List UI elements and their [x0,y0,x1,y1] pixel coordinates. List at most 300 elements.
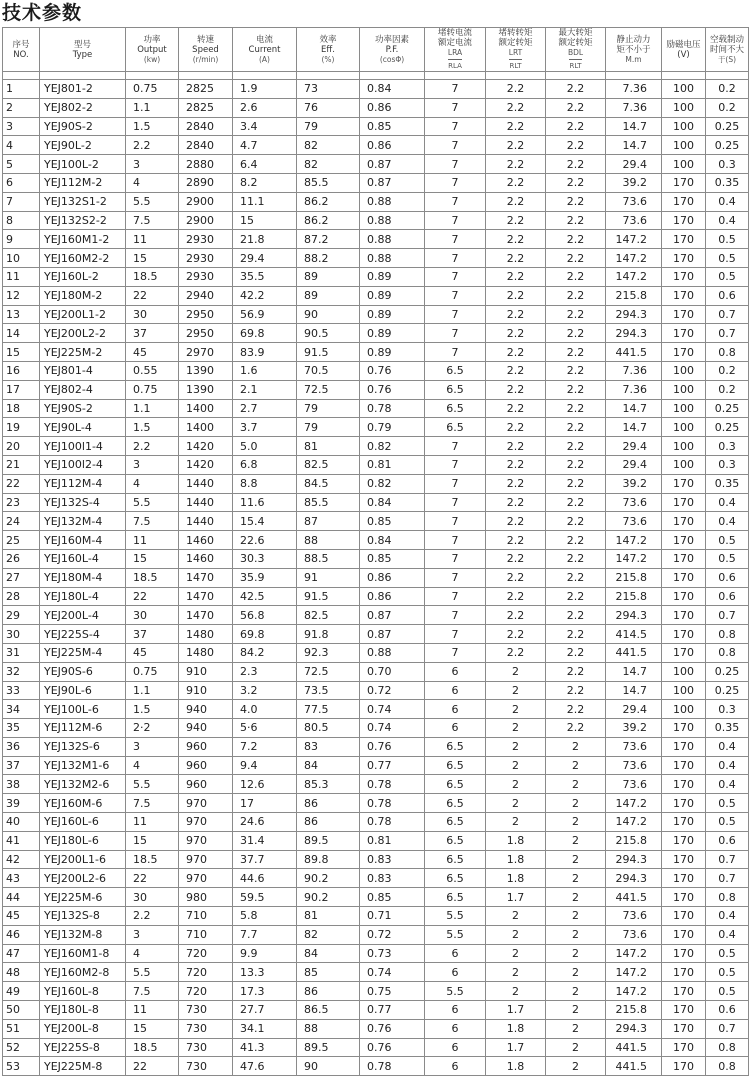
table-cell: 170 [662,493,706,512]
table-cell: 2.2 [546,324,606,343]
table-cell: 4.0 [233,700,297,719]
table-cell: 2.2 [486,361,546,380]
table-cell: 0.86 [360,568,425,587]
table-cell: 52 [3,1038,40,1057]
table-cell: 12 [3,286,40,305]
table-cell: 170 [662,643,706,662]
table-cell: 91.5 [297,587,360,606]
table-cell: 86 [297,982,360,1001]
table-cell: 970 [179,794,233,813]
column-header [662,28,706,72]
table-cell: 4.7 [233,136,297,155]
table-cell: 441.5 [606,1038,662,1057]
table-cell: 0.5 [706,230,749,249]
table-cell: 2.2 [546,625,606,644]
table-cell: 6.5 [425,831,486,850]
table-cell: 0.8 [706,343,749,362]
table-cell: 2 [546,737,606,756]
table-cell: 5.8 [233,907,297,926]
table-cell: 2 [3,98,40,117]
table-cell: 1480 [179,625,233,644]
table-cell: YEJ132S-6 [40,737,126,756]
table-cell: 33 [3,681,40,700]
table-cell: 35.5 [233,267,297,286]
table-cell: 29.4 [606,700,662,719]
table-cell: 41.3 [233,1038,297,1057]
table-cell: 42.2 [233,286,297,305]
table-cell: 215.8 [606,1001,662,1020]
table-row [3,681,749,700]
table-cell: 88 [297,531,360,550]
table-cell: 2.2 [486,192,546,211]
table-cell: 147.2 [606,531,662,550]
table-cell: 2 [546,888,606,907]
table-cell: 6 [425,1057,486,1076]
table-cell: 19 [3,418,40,437]
table-cell: 2.2 [546,493,606,512]
table-cell: 14.7 [606,117,662,136]
table-cell: 2 [546,925,606,944]
table-cell: 7 [425,286,486,305]
table-cell: 0.6 [706,568,749,587]
table-cell: 7.5 [126,794,179,813]
header-sublabel: P.F. [385,44,399,55]
table-cell: 89.8 [297,850,360,869]
header-label: 励磁电压 [666,39,701,50]
table-cell: 15 [233,211,297,230]
table-cell: 970 [179,831,233,850]
table-cell: 0.86 [360,98,425,117]
table-cell: 2 [546,1019,606,1038]
table-cell: 0.4 [706,192,749,211]
table-cell: 2.2 [486,267,546,286]
table-cell: 50 [3,1001,40,1020]
table-cell: 2.2 [546,249,606,268]
table-cell: 100 [662,98,706,117]
table-cell: 100 [662,136,706,155]
table-cell: 100 [662,455,706,474]
table-cell: 1420 [179,455,233,474]
table-cell: 0.84 [360,531,425,550]
table-cell: 2.2 [546,192,606,211]
table-cell: 6.5 [425,813,486,832]
table-cell: 17 [3,380,40,399]
header-sublabel: Eff. [321,44,335,55]
table-cell: 0.6 [706,1001,749,1020]
table-cell: 5.5 [425,907,486,926]
table-cell: 29.4 [606,437,662,456]
table-cell: 2.2 [546,700,606,719]
table-cell: 86.2 [297,211,360,230]
table-cell: 7 [425,98,486,117]
table-cell: 81 [297,437,360,456]
table-cell: 7 [425,493,486,512]
table-row [3,1038,749,1057]
table-cell: 2.2 [546,474,606,493]
header-sublabel: (V) [677,49,690,60]
table-cell: 6.4 [233,155,297,174]
table-cell: 0.76 [360,380,425,399]
table-cell: 8.2 [233,173,297,192]
table-cell: 0.81 [360,455,425,474]
table-cell: 0.75 [126,662,179,681]
table-cell: 0.78 [360,813,425,832]
table-cell: 0.3 [706,455,749,474]
table-cell: 2 [546,963,606,982]
table-cell: 170 [662,775,706,794]
table-row [3,944,749,963]
table-cell: 39.2 [606,719,662,738]
table-cell: 5.0 [233,437,297,456]
table-cell: YEJ132M-4 [40,512,126,531]
table-cell: 84 [297,944,360,963]
table-cell: 51 [3,1019,40,1038]
table-cell: 0.5 [706,249,749,268]
table-cell: 1.7 [486,1001,546,1020]
table-cell: 960 [179,737,233,756]
table-cell: 6 [425,662,486,681]
table-cell: YEJ200L2-2 [40,324,126,343]
table-cell: 2 [546,813,606,832]
table-cell: YEJ100L-6 [40,700,126,719]
table-cell: 7 [425,643,486,662]
table-cell: 29.4 [606,155,662,174]
table-cell: 170 [662,587,706,606]
table-cell: 82 [297,925,360,944]
header-sublabel: 矩不小于 [616,44,651,55]
table-header [3,28,749,72]
table-cell: 7 [425,249,486,268]
table-cell: 1400 [179,418,233,437]
table-cell: YEJ100L-2 [40,155,126,174]
table-cell: 11 [3,267,40,286]
table-cell: 0.4 [706,907,749,926]
table-cell: YEJ160L-6 [40,813,126,832]
page-title: 技术参数 [2,2,83,24]
table-cell: 0.82 [360,437,425,456]
table-cell: 1.5 [126,117,179,136]
table-cell: YEJ90L-2 [40,136,126,155]
column-header [425,28,486,72]
table-cell: 147.2 [606,944,662,963]
header-label: 空载制动 [709,34,744,45]
table-cell: 2 [486,794,546,813]
table-cell: 2.2 [546,587,606,606]
table-cell: 1.7 [486,888,546,907]
table-cell: 27.7 [233,1001,297,1020]
table-cell: 6 [425,1019,486,1038]
table-cell: 0.86 [360,136,425,155]
table-cell: 147.2 [606,794,662,813]
table-cell: 2 [546,1038,606,1057]
table-cell: 0.7 [706,305,749,324]
table-cell: 6.5 [425,380,486,399]
table-cell: 1.8 [486,869,546,888]
table-cell: 170 [662,737,706,756]
header-label: 序号 [12,39,30,50]
table-cell: 100 [662,418,706,437]
header-sublabel: Output [137,44,167,55]
table-row [3,474,749,493]
table-cell: 0.35 [706,173,749,192]
table-cell: 0.89 [360,324,425,343]
table-cell: 0.86 [360,587,425,606]
table-cell: 170 [662,606,706,625]
table-cell: 2 [486,925,546,944]
table-cell: 0.84 [360,493,425,512]
table-cell: 32 [3,662,40,681]
table-cell: YEJ132S-4 [40,493,126,512]
table-row [3,173,749,192]
table-cell: 14.7 [606,662,662,681]
table-cell: 2 [546,944,606,963]
table-cell: 37.7 [233,850,297,869]
table-cell: 710 [179,925,233,944]
table-cell: 15 [126,1019,179,1038]
table-cell: 0.5 [706,813,749,832]
table-cell: 2.2 [486,474,546,493]
table-cell: 6.5 [425,361,486,380]
table-cell: YEJ132M1-6 [40,756,126,775]
table-cell: 2.2 [546,343,606,362]
table-row [3,700,749,719]
table-cell: 82.5 [297,606,360,625]
table-cell: 2.2 [486,643,546,662]
table-cell: 100 [662,437,706,456]
table-cell: YEJ801-2 [40,80,126,99]
table-cell: 42.5 [233,587,297,606]
table-cell: 170 [662,869,706,888]
table-row [3,662,749,681]
spacer-row [3,72,749,80]
table-cell: 2.2 [546,512,606,531]
table-cell: 7 [425,437,486,456]
table-cell: 80.5 [297,719,360,738]
table-cell: 17.3 [233,982,297,1001]
table-cell: 294.3 [606,606,662,625]
table-cell: 30 [3,625,40,644]
table-cell: 15.4 [233,512,297,531]
header-sublabel: 时间不大 [709,44,744,55]
table-cell: 2.2 [546,380,606,399]
table-cell: 84 [297,756,360,775]
table-cell: 39.2 [606,173,662,192]
table-cell: YEJ90S-2 [40,117,126,136]
table-row [3,399,749,418]
table-cell: 11.1 [233,192,297,211]
table-cell: 170 [662,305,706,324]
table-cell: 2880 [179,155,233,174]
table-cell: 0.88 [360,192,425,211]
table-cell: 7 [425,305,486,324]
table-cell: 8.8 [233,474,297,493]
table-cell: 22 [126,1057,179,1076]
table-cell: 3.7 [233,418,297,437]
table-cell: 86.2 [297,192,360,211]
table-cell: 86 [297,794,360,813]
table-cell: 0.88 [360,211,425,230]
table-cell: 2 [486,737,546,756]
table-cell: YEJ802-4 [40,380,126,399]
table-row [3,192,749,211]
table-cell: 73 [297,80,360,99]
table-cell: 2.2 [486,437,546,456]
table-row [3,587,749,606]
table-cell: 2.2 [486,343,546,362]
table-cell: YEJ180M-2 [40,286,126,305]
table-cell: 17 [233,794,297,813]
table-cell: 2950 [179,324,233,343]
table-cell: 5.5 [126,192,179,211]
table-cell: 0.7 [706,869,749,888]
table-cell: 100 [662,662,706,681]
table-cell: 6.5 [425,775,486,794]
table-cell: 21 [3,455,40,474]
table-cell: 2.2 [546,173,606,192]
table-cell: 170 [662,324,706,343]
table-cell: 1.7 [486,1038,546,1057]
table-cell: 69.8 [233,324,297,343]
column-header [706,28,749,72]
table-cell: 2.2 [486,568,546,587]
table-cell: 34 [3,700,40,719]
table-cell: 2 [546,1001,606,1020]
table-cell: 0.77 [360,1001,425,1020]
table-cell: 170 [662,1057,706,1076]
header-sublabel: NO. [13,49,29,60]
table-cell: 2.1 [233,380,297,399]
table-cell: 45 [3,907,40,926]
table-cell: 0.35 [706,474,749,493]
table-cell: 2.2 [486,249,546,268]
table-row [3,230,749,249]
table-cell: 7 [425,192,486,211]
table-cell: 18 [3,399,40,418]
table-cell: 18.5 [126,267,179,286]
table-cell: 0.7 [706,1019,749,1038]
table-cell: 2.2 [486,211,546,230]
table-cell: 13 [3,305,40,324]
table-row [3,737,749,756]
table-cell: 170 [662,831,706,850]
table-cell: 0.8 [706,888,749,907]
table-row [3,80,749,99]
table-cell: 6 [425,1038,486,1057]
table-cell: 6 [425,681,486,700]
table-cell: 147.2 [606,982,662,1001]
table-cell: 14.7 [606,136,662,155]
table-cell: 0.83 [360,869,425,888]
table-cell: 441.5 [606,888,662,907]
table-row [3,380,749,399]
table-row [3,531,749,550]
table-cell: 91.8 [297,625,360,644]
table-cell: 47 [3,944,40,963]
table-cell: 2.2 [486,173,546,192]
header-unit: (%) [321,54,335,64]
table-cell: 1.1 [126,399,179,418]
table-cell: 960 [179,775,233,794]
table-cell: 2.2 [486,606,546,625]
table-cell: 16 [3,361,40,380]
table-row [3,606,749,625]
table-cell: 2840 [179,136,233,155]
table-row [3,305,749,324]
table-cell: 22 [126,587,179,606]
header-unit: 于(S) [717,54,737,64]
table-cell: 0.89 [360,267,425,286]
table-cell: 100 [662,380,706,399]
table-cell: 730 [179,1019,233,1038]
table-cell: 0.7 [706,606,749,625]
table-cell: 147.2 [606,813,662,832]
table-cell: 0.89 [360,343,425,362]
table-cell: 170 [662,531,706,550]
header-ratio-denominator: RLT [569,59,581,71]
table-cell: 0.2 [706,80,749,99]
table-cell: 0.85 [360,117,425,136]
table-cell: 3.2 [233,681,297,700]
table-cell: 83.9 [233,343,297,362]
table-cell: 45 [126,343,179,362]
table-cell: 7.36 [606,98,662,117]
table-cell: 294.3 [606,324,662,343]
table-cell: YEJ200L2-6 [40,869,126,888]
table-cell: 6.5 [425,869,486,888]
table-cell: 79 [297,418,360,437]
table-cell: 170 [662,1001,706,1020]
table-cell: 7 [425,136,486,155]
table-cell: 0.85 [360,549,425,568]
table-cell: 5.5 [425,925,486,944]
table-cell: 81 [297,907,360,926]
table-cell: 0.84 [360,80,425,99]
table-cell: 940 [179,700,233,719]
table-cell: 0.88 [360,643,425,662]
table-cell: 21.8 [233,230,297,249]
table-cell: YEJ180L-4 [40,587,126,606]
table-cell: 37 [126,324,179,343]
table-cell: 710 [179,907,233,926]
table-cell: 0.75 [126,380,179,399]
table-cell: 1.8 [486,1057,546,1076]
table-row [3,794,749,813]
column-header [40,28,126,72]
table-cell: 0.25 [706,399,749,418]
table-cell: 35 [3,719,40,738]
column-header [546,28,606,72]
table-cell: 960 [179,756,233,775]
table-cell: 89.5 [297,831,360,850]
table-cell: 6.5 [425,418,486,437]
table-cell: 0.3 [706,155,749,174]
table-cell: 22 [126,286,179,305]
table-cell: 0.83 [360,850,425,869]
table-cell: 5.5 [126,963,179,982]
table-cell: 41 [3,831,40,850]
header-ratio-numerator: LRT [508,48,523,57]
table-cell: YEJ160M-6 [40,794,126,813]
table-cell: 170 [662,474,706,493]
table-cell: 43 [3,869,40,888]
column-header [179,28,233,72]
table-cell: 1 [3,80,40,99]
table-cell: 85.5 [297,173,360,192]
table-cell: 7 [425,155,486,174]
table-cell: 2.2 [126,907,179,926]
table-cell: 0.73 [360,944,425,963]
table-cell: 170 [662,286,706,305]
